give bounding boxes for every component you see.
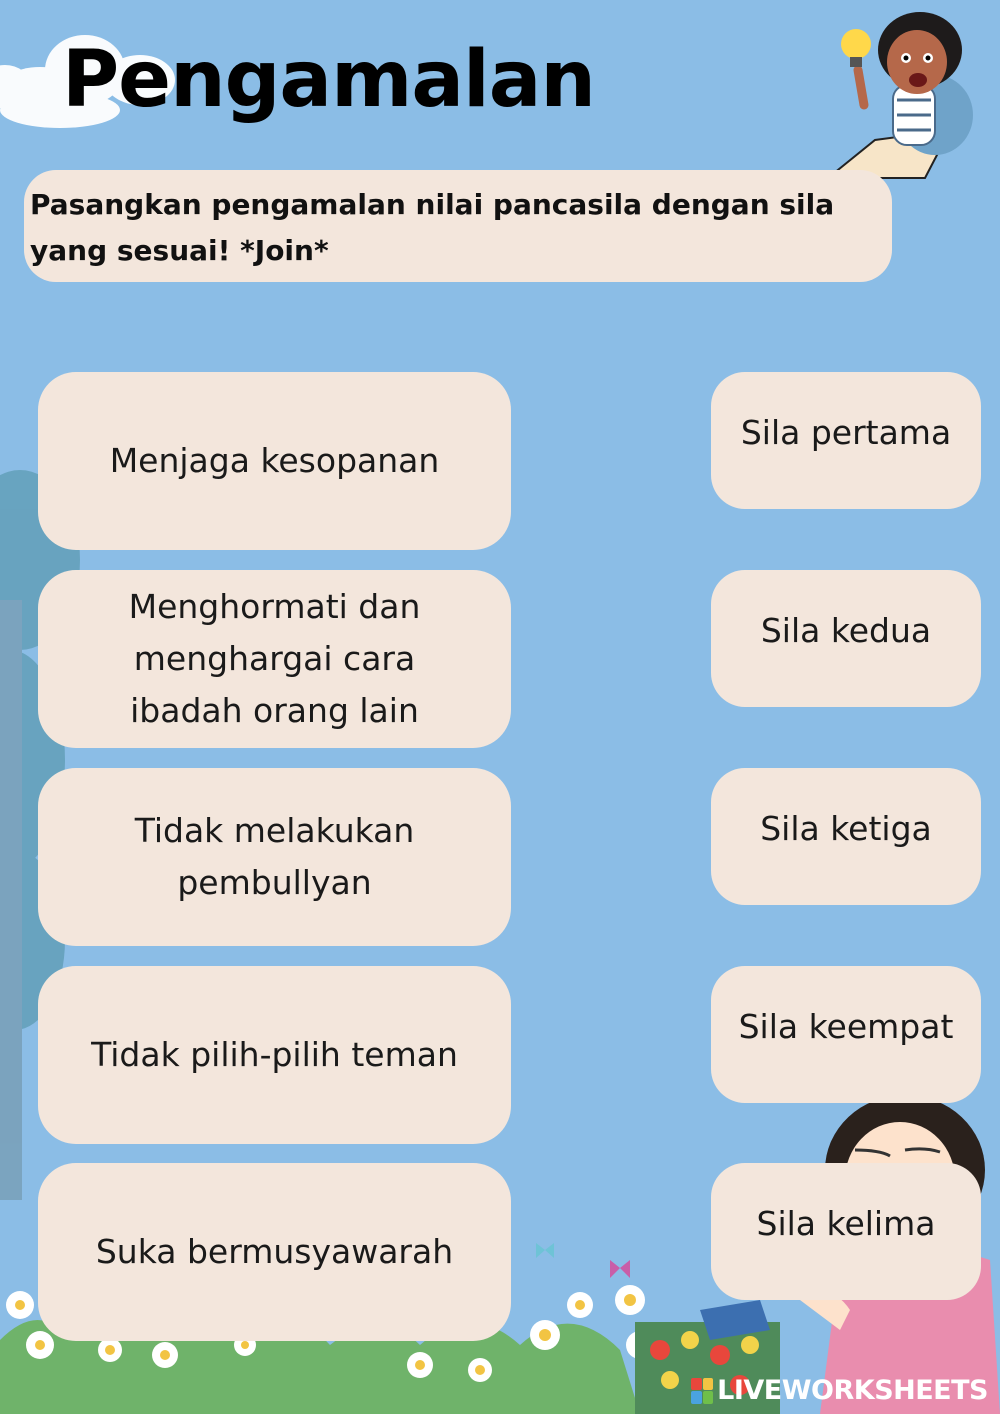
page-title: Pengamalan (62, 35, 595, 125)
practice-item-label: Tidak melakukan pembullyan (134, 811, 415, 902)
sila-option-5[interactable] (711, 1163, 981, 1300)
practice-item-2[interactable] (38, 570, 511, 748)
sila-option-label: Sila kedua (760, 610, 932, 650)
sila-option-4[interactable] (711, 966, 981, 1103)
practice-item-label: Menghormati dan menghargai cara ibadah orang lain (128, 587, 421, 730)
liveworksheets-logo-icon (691, 1378, 713, 1404)
practice-item-4[interactable] (38, 966, 511, 1144)
sila-option-3[interactable] (711, 768, 981, 905)
practice-item-5[interactable] (38, 1163, 511, 1341)
student-lightbulb-illustration (828, 12, 973, 178)
practice-item-3[interactable] (38, 768, 511, 946)
instruction-text: Pasangkan pengamalan nilai pancasila dengan sila yang sesuai! *Join* (24, 170, 892, 282)
sila-option-1[interactable] (711, 372, 981, 509)
sila-option-label: Sila pertama (740, 412, 952, 452)
sila-option-label: Sila kelima (756, 1203, 936, 1243)
practice-item-label: Tidak pilih-pilih teman (91, 1035, 458, 1074)
butterfly-icon (536, 1243, 630, 1278)
sila-option-label: Sila keempat (738, 1006, 954, 1046)
practice-item-label: Menjaga kesopanan (109, 441, 440, 480)
practice-item-1[interactable] (38, 372, 511, 550)
sila-option-label: Sila ketiga (760, 808, 932, 848)
logo-text: LIVEWORKSHEETS (717, 1375, 988, 1406)
liveworksheets-logo[interactable] (691, 1375, 988, 1406)
sila-option-2[interactable] (711, 570, 981, 707)
practice-item-label: Suka bermusyawarah (95, 1232, 454, 1271)
